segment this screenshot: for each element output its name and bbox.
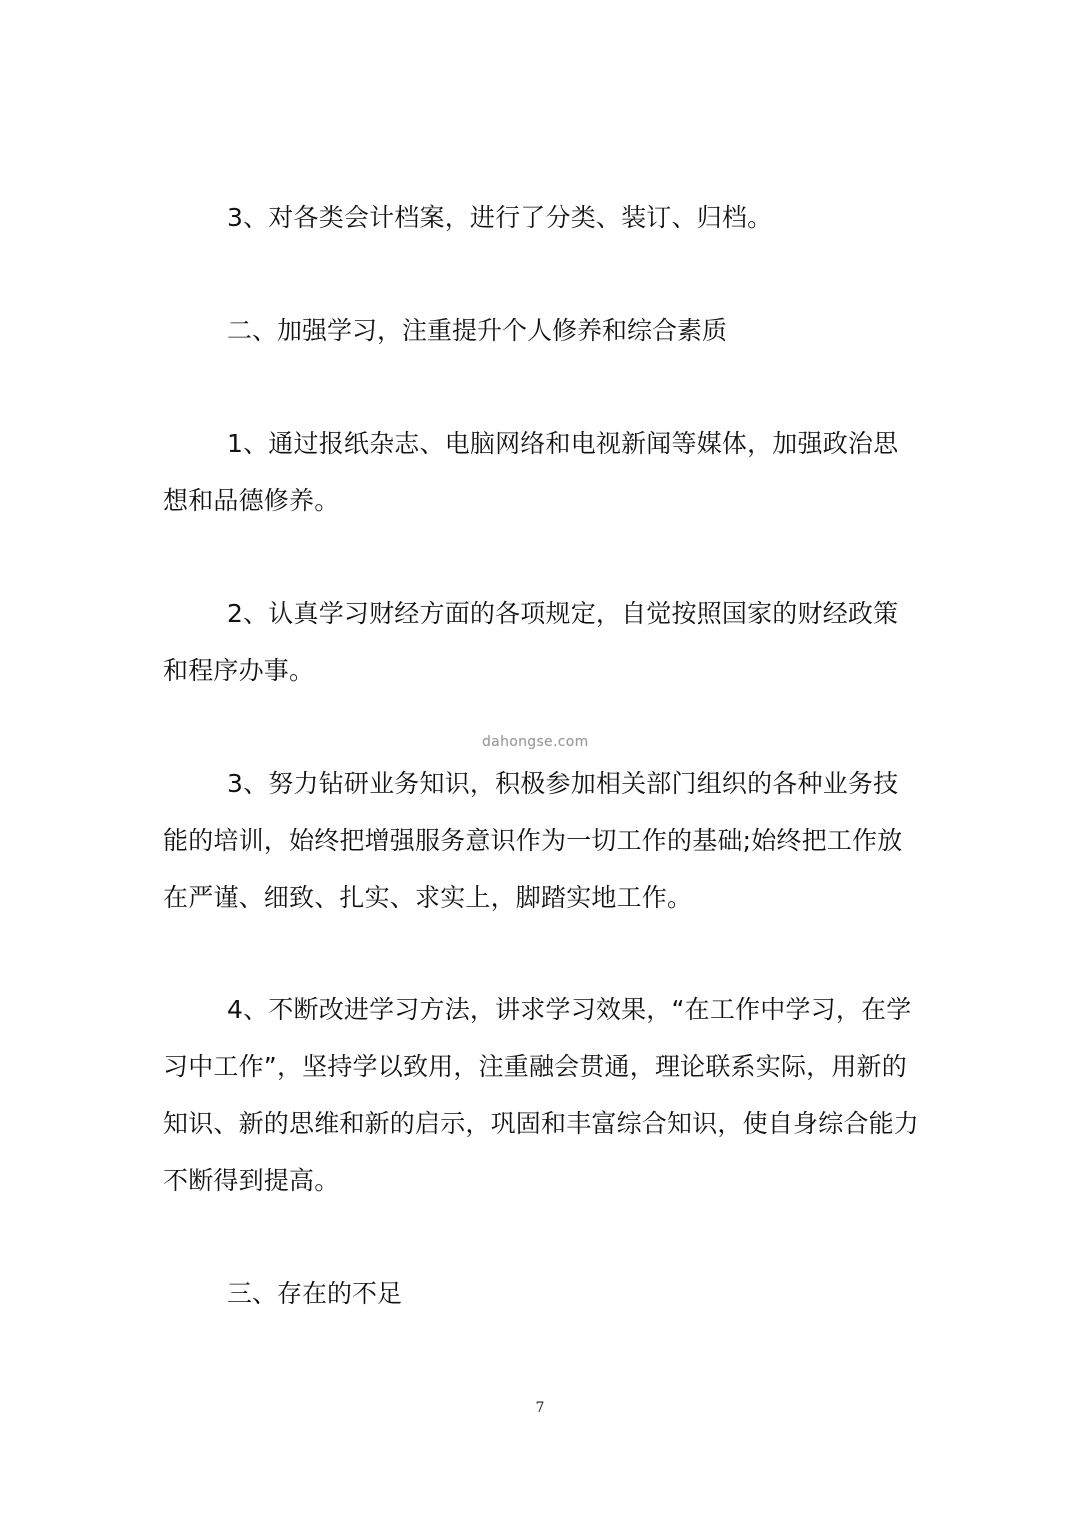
section-heading-shortcomings: 三、存在的不足 [227,1279,403,1308]
paragraph-finance-rules: 2、认真学习财经方面的各项规定，自觉按照国家的财经政策和程序办事。 [163,599,899,685]
watermark: dahongse.com [482,734,589,750]
paragraph-archives: 3、对各类会计档案，进行了分类、装订、归档。 [227,203,773,232]
page-number: 7 [535,1400,545,1416]
paragraph-study-methods: 4、不断改进学习方法，讲求学习效果，“在工作中学习，在学习中工作”，坚持学以致用，注重融会贯通，理论联系实际，用新的知识、新的思维和新的启示，巩固和丰富综合知识，使自身综合能力不断得到提高。 [163,995,920,1195]
paragraph-business-skills: 3、努力钻研业务知识，积极参加相关部门组织的各种业务技能的培训，始终把增强服务意识作为一切工作的基础;始终把工作放在严谨、细致、扎实、求实上，脚踏实地工作。 [163,769,903,912]
paragraph-media-study: 1、通过报纸杂志、电脑网络和电视新闻等媒体，加强政治思想和品德修养。 [163,429,899,515]
section-heading-study: 二、加强学习，注重提升个人修养和综合素质 [227,316,728,345]
